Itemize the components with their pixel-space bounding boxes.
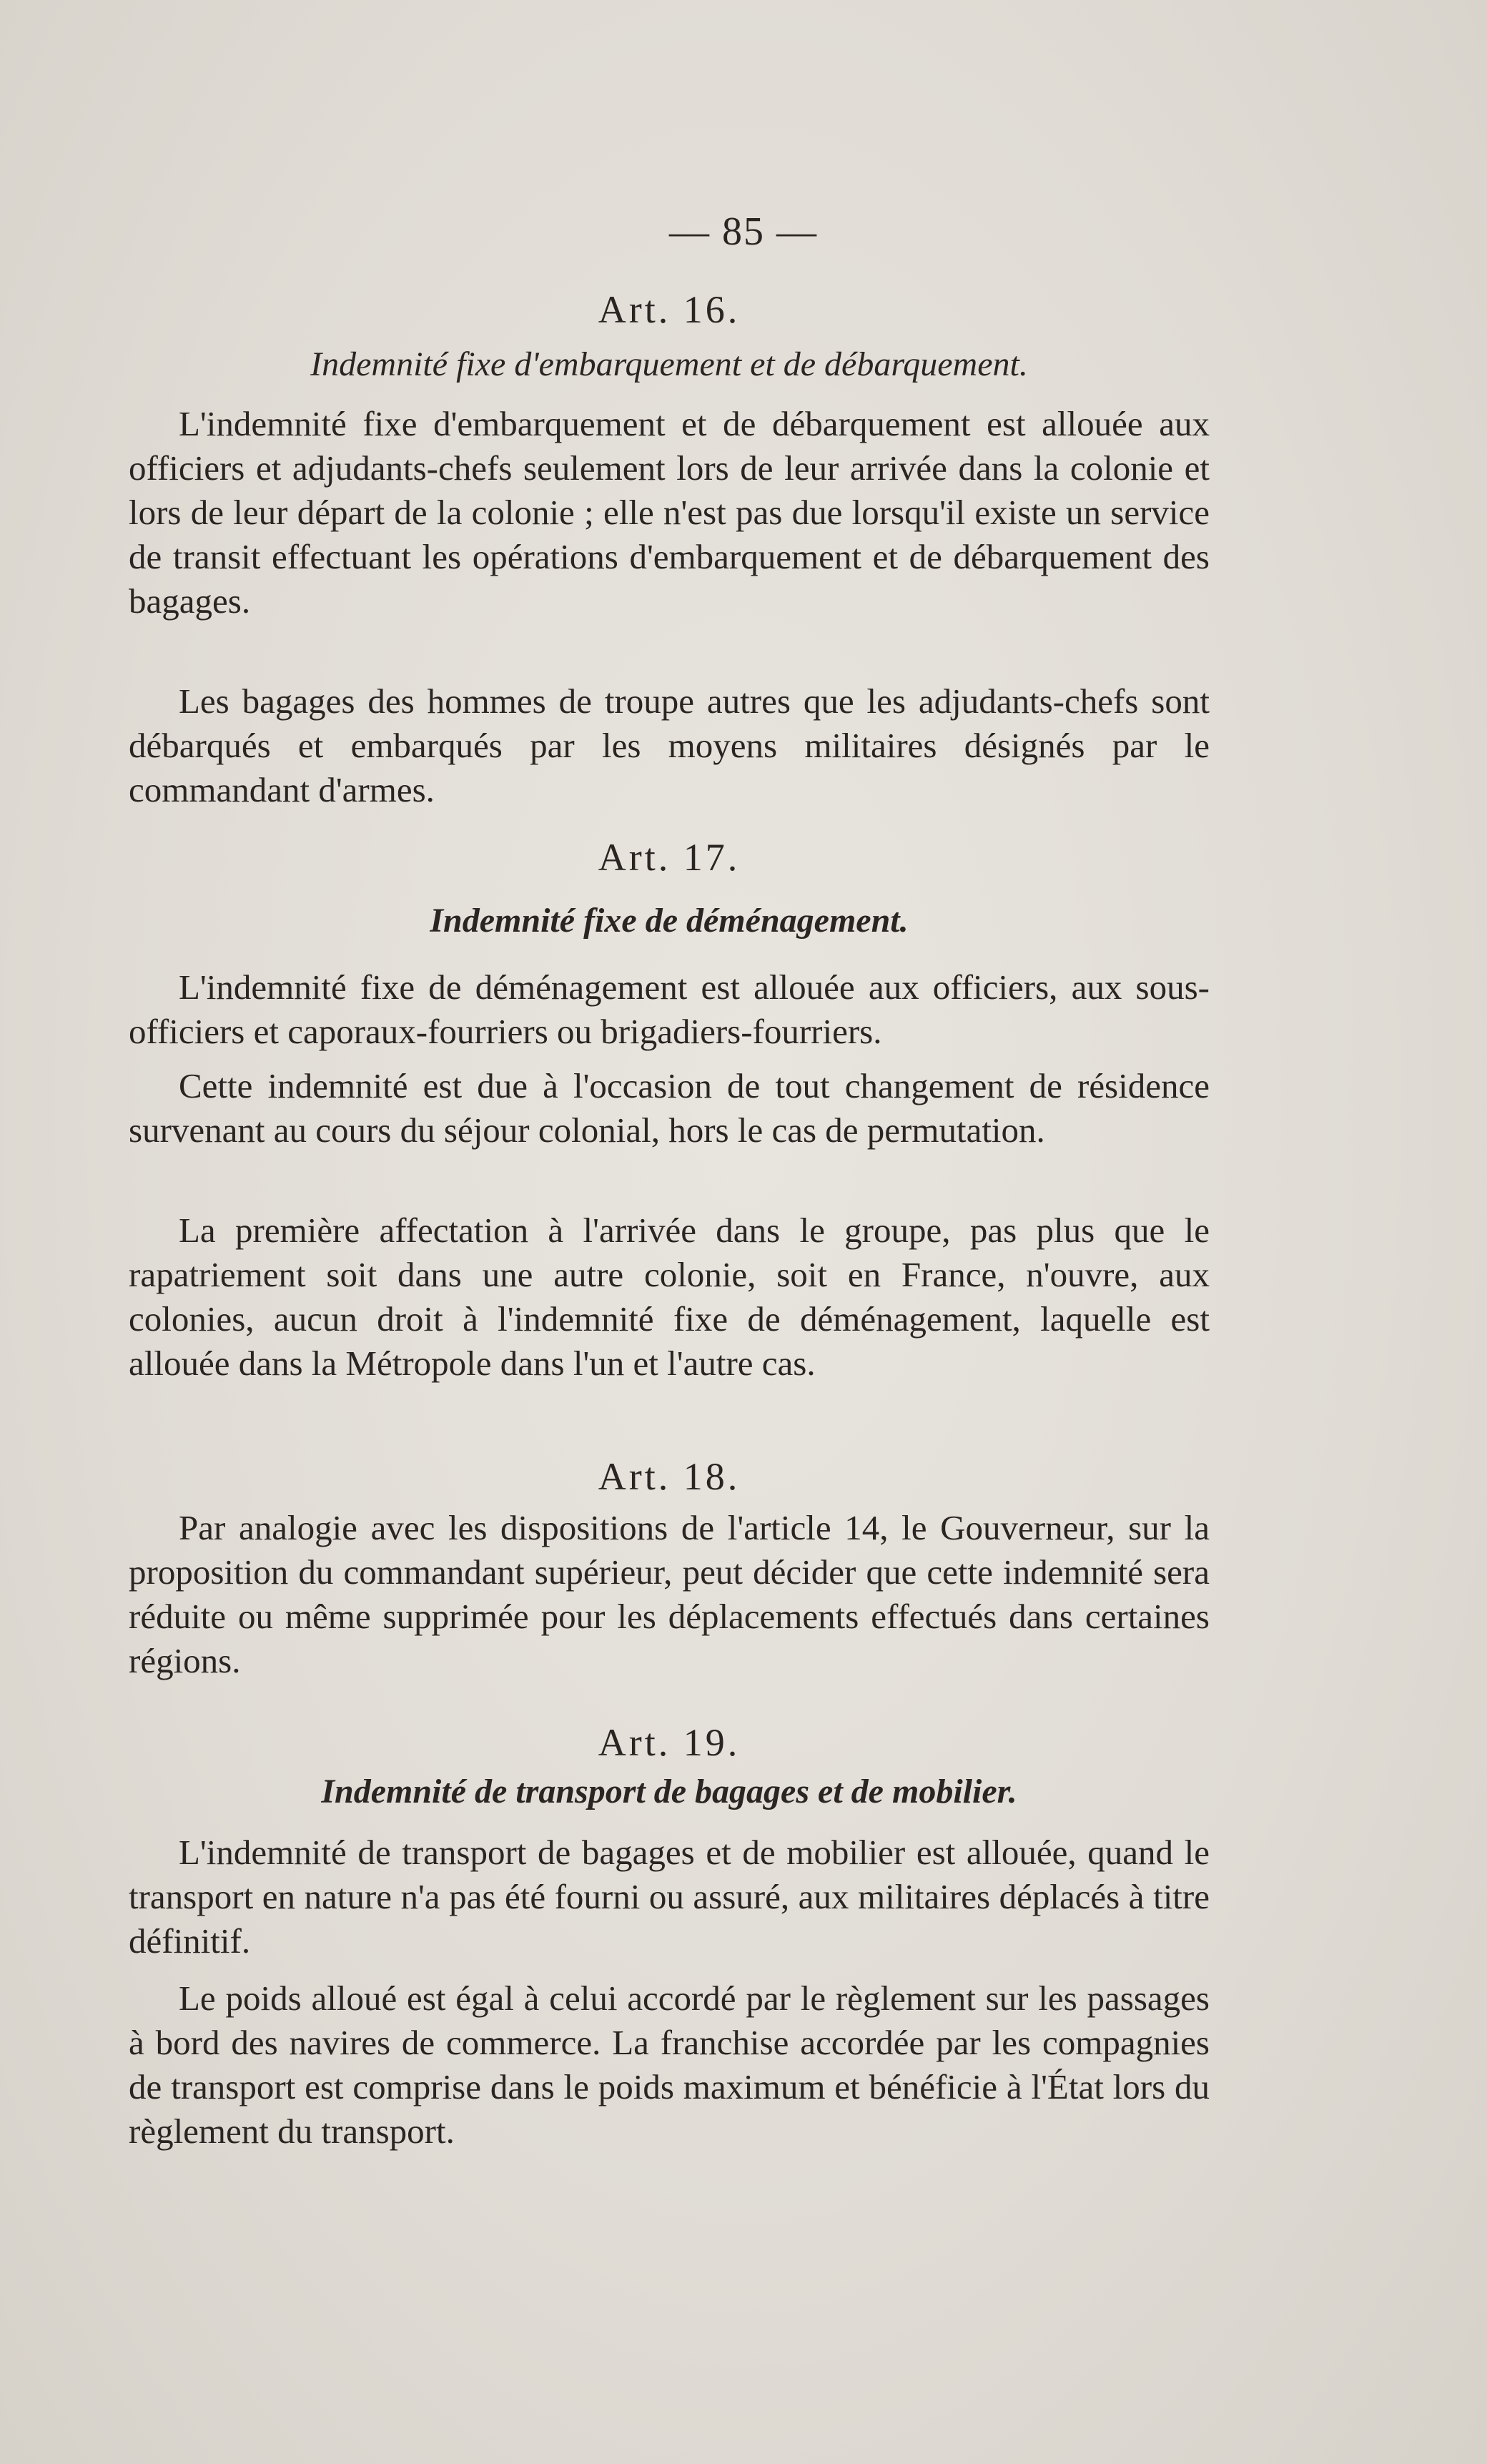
article-16-paragraph-2: Les bagages des hommes de troupe autres que les adjudants-chefs sont débarqués et embarqués par les moyens militaires désignés par le commandant d'armes. — [129, 681, 1210, 809]
article-17-title: Indemnité fixe de déménagement. — [430, 902, 909, 940]
article-19-paragraph-1: L'indemnité de transport de bagages et de mobilier est allouée, quand le transport en nature n'a pas été fourni ou assuré, aux militaires déplacés à titre définitif. — [129, 1833, 1210, 1961]
article-19-heading: Art. 19. — [598, 1721, 741, 1764]
article-17-heading: Art. 17. — [598, 836, 741, 879]
page-number: — 85 — — [669, 210, 818, 254]
article-19-paragraph-2: Le poids alloué est égal à celui accordé par le règlement sur les passages à bord des navires de commerce. La franchise accordée par les compagnies de transport est comprise dans le poids maximum et bénéficie à l'État lors du règlement du transport. — [129, 1978, 1210, 2151]
article-17-paragraph-1: L'indemnité fixe de déménagement est allouée aux officiers, aux sous-officiers et caporaux-fourriers ou brigadiers-fourriers. — [129, 967, 1210, 1051]
article-18-heading: Art. 18. — [598, 1455, 741, 1498]
article-16-paragraph-1: L'indemnité fixe d'embarquement et de débarquement est allouée aux officiers et adjudants-chefs seulement lors de leur arrivée dans la colonie et lors de leur départ de la colonie ; elle n'est pas due lorsqu'il existe un service de transit effectuant les opérations d'embarquement et de débarquement des bagages. — [129, 404, 1210, 621]
article-16-title: Indemnité fixe d'embarquement et de débarquement. — [310, 345, 1028, 383]
article-18-paragraph-1: Par analogie avec les dispositions de l'article 14, le Gouverneur, sur la proposition du commandant supérieur, peut décider que cette indemnité sera réduite ou même supprimée pour les déplacements effectués dans certaines régions. — [129, 1508, 1210, 1680]
article-19-title: Indemnité de transport de bagages et de mobilier. — [321, 1773, 1017, 1810]
article-16-heading: Art. 16. — [598, 288, 741, 331]
article-17-paragraph-2: Cette indemnité est due à l'occasion de tout changement de résidence survenant au cours du séjour colonial, hors le cas de permutation. — [129, 1066, 1210, 1150]
article-17-paragraph-3: La première affectation à l'arrivée dans le groupe, pas plus que le rapatriement soit dans une autre colonie, soit en France, n'ouvre, aux colonies, aucun droit à l'indemnité fixe de déménagement, laquelle est allouée dans la Métropole dans l'un et l'autre cas. — [129, 1211, 1210, 1383]
